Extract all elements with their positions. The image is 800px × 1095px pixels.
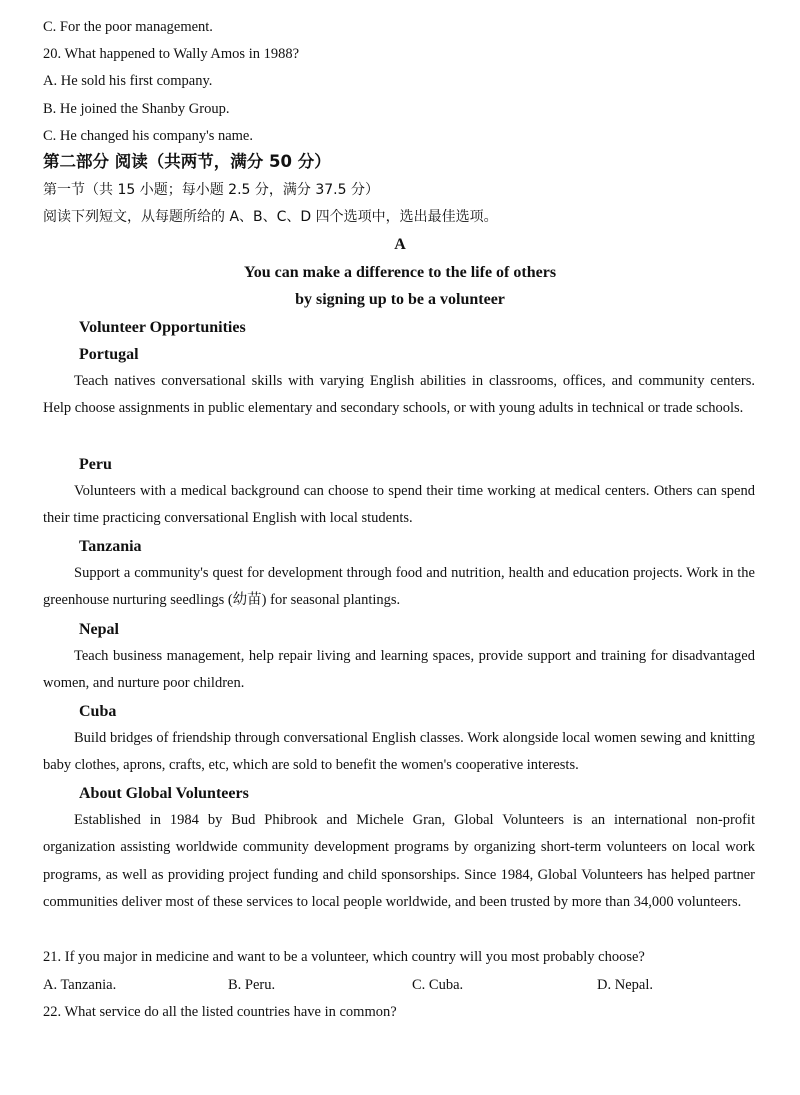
q21-option-b: B. Peru.	[228, 977, 276, 993]
q21-option-d: D. Nepal.	[597, 977, 653, 993]
passage-title-line1: You can make a difference to the life of others	[243, 264, 557, 281]
q21-option-c: C. Cuba.	[412, 977, 464, 993]
country-text-cuba: Build bridges of friendship through conversational English classes. Work alongside local women sewing and knitting baby clothes, aprons, crafts, etc, which are sold to benefit the women's cooperative interests.	[43, 730, 755, 774]
q20-option-c: C. He changed his company's name.	[43, 128, 253, 144]
q19-option-c: C. For the poor management.	[43, 19, 213, 35]
country-heading-tanzania: Tanzania	[79, 538, 142, 555]
country-heading-portugal: Portugal	[79, 346, 139, 363]
country-text-peru: Volunteers with a medical background can choose to spend their time working at medical centers. Others can spend their time practicing conversational English with local students.	[43, 483, 755, 527]
section-subtitle: 第一节（共 15 小题；每小题 2.5 分，满分 37.5 分）	[43, 182, 379, 198]
passage-title-line2: by signing up to be a volunteer	[295, 291, 505, 308]
q21-stem: 21. If you major in medicine and want to be a volunteer, which country will you most probably choose?	[43, 949, 645, 965]
country-text-portugal: Teach natives conversational skills with varying English abilities in classrooms, offices, and community centers. Help choose assignments in public elementary and secondary schools, or with young adults in technical or trade schools.	[43, 373, 755, 417]
passage-label: A	[394, 236, 406, 253]
q20-option-a: A. He sold his first company.	[43, 73, 213, 89]
country-heading-peru: Peru	[79, 456, 112, 473]
country-heading-nepal: Nepal	[79, 621, 119, 638]
country-text-nepal: Teach business management, help repair living and learning spaces, provide support and training for disadvantaged women, and nurture poor children.	[43, 648, 755, 692]
section-instruction: 阅读下列短文，从每题所给的 A、B、C、D 四个选项中，选出最佳选项。	[43, 209, 498, 225]
country-heading-cuba: Cuba	[79, 703, 117, 720]
q20-option-b: B. He joined the Shanby Group.	[43, 101, 230, 117]
about-text: Established in 1984 by Bud Phibrook and Michele Gran, Global Volunteers is an international non-profit organization assisting worldwide community development programs by organizing short-term volunteers on local work programs, as well as providing project funding and child sponsorships. Since 1984, Global Volunteers has helped partner communities deliver most of these services to local people worldwide, and been trusted by more than 34,000 volunteers.	[43, 812, 755, 911]
q20-stem: 20. What happened to Wally Amos in 1988?	[43, 46, 300, 62]
section-title: 第二部分 阅读（共两节，满分 50 分）	[43, 152, 331, 171]
q22-stem: 22. What service do all the listed countries have in common?	[43, 1004, 397, 1020]
q21-option-a: A. Tanzania.	[43, 977, 117, 993]
opportunities-heading: Volunteer Opportunities	[79, 319, 246, 336]
country-text-tanzania: Support a community's quest for development through food and nutrition, health and education projects. Work in the greenhouse nurturing seedlings (幼苗) for seasonal plantings.	[43, 565, 755, 609]
about-heading: About Global Volunteers	[79, 785, 249, 802]
